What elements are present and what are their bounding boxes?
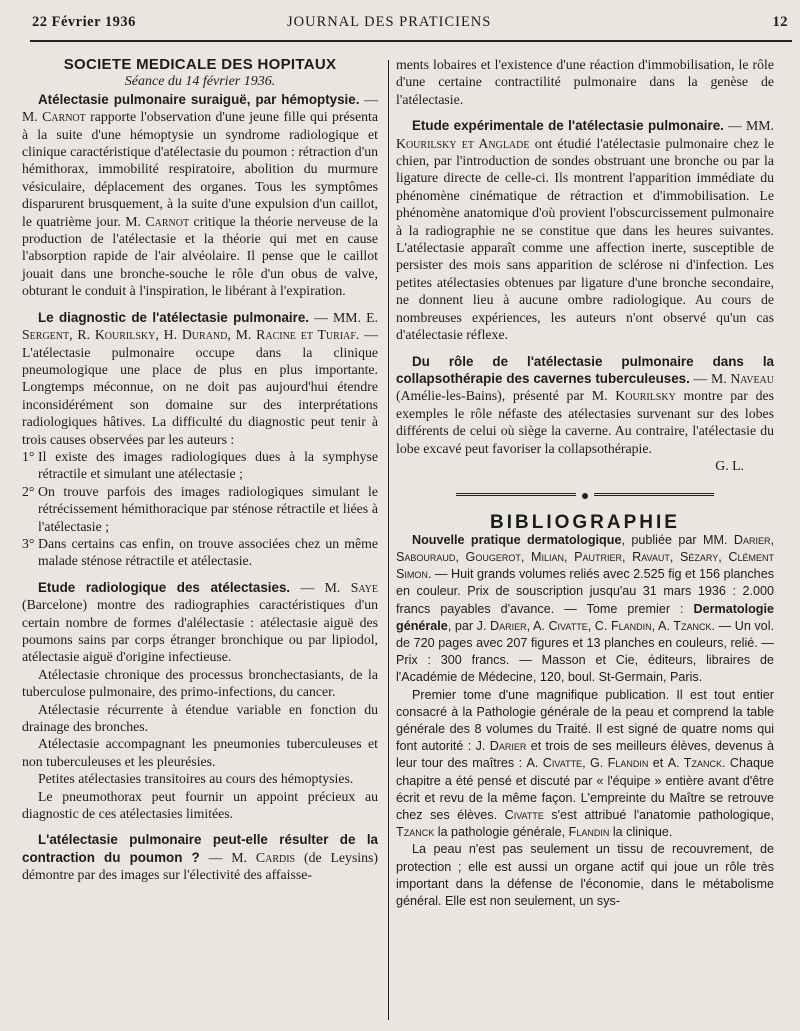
author: Kourilsky: [615, 388, 676, 404]
left-column: [22, 56, 378, 884]
article-text: montre par des exemples le rôle néfaste des atélectasies survenant sur des lobes différents de celui où siège la caverne. Au contraire, l'atélectasie du lobe excavé peut favoriser la collapsothérapie.: [396, 388, 774, 456]
article-text: critique la théorie nerveuse de la production de l'atélectasie et la théorie qui met en cause l'absorption rapide de l'air alvéolaire. Il pense que le caillot jouait dans une bronche-souche le rôle d'un obus de valve, obturant le conduit à l'inspiration, le libérant à l'expiration.: [22, 213, 378, 299]
book-authors: Darier, Sabouraud, Gougerot, Milian, Pautrier, Ravaut, Sézary, Clément Simon.: [396, 532, 774, 582]
bibliography-title: BIBLIOGRAPHIE: [490, 512, 680, 534]
authors: MM. Kourilsky et Anglade: [396, 118, 774, 151]
society-title: SOCIETE MEDICALE DES HOPITAUX: [63, 56, 337, 73]
page-number: 12: [772, 14, 788, 30]
article-title: L'atélectasie pulmonaire peut-elle résulter de la contraction du poumon ?: [22, 832, 378, 865]
issue-date: 22 Février 1936: [32, 14, 136, 30]
column-divider: [388, 60, 389, 1020]
journal-title: JOURNAL DES PRATICIENS: [287, 14, 492, 30]
article-text: (Barcelone) montre des radiographies caractéristiques d'un certain nombre de formes d'alélectasie : atélectasie aiguë des poumons sains par corps étranger bronchique ou par lipiodol, atélectasie aiguë d'origine infectieuse.: [22, 597, 378, 665]
article-title: Atélectasie pulmonaire suraiguë, par hémoptysie.: [38, 91, 360, 107]
bibliography: [396, 532, 774, 910]
right-column: [396, 56, 774, 910]
article-collapsotherapie: Du rôle de l'atélectasie pulmonaire dans la collapsothérapie des cavernes tuberculeuses. — M. Naveau (Amélie-les-Bains), présenté par M. Kourilsky montre par des exemples le rôle néfaste des atélectasies survenant sur des lobes différents de celui où siège la caverne. Au contraire, l'atélectasie du lobe excavé peut favoriser la collapsothérapie.: [396, 353, 774, 456]
article-radiologique: Etude radiologique des atélectasies. — M. Saye (Barcelone) montre des radiographies caractéristiques d'un certain nombre de formes d'alélectasie : atélectasie aiguë des poumons sains par corps étranger bronchique ou par lipiodol, atélectasie aiguë d'origine infectieuse.: [22, 579, 378, 665]
running-head: [32, 14, 788, 36]
article-text: rapporte l'observation d'une jeune fille qui présenta à la suite d'une hémoptysie un syndrome radiologique et clinique caractéristique d'atélectasie du poumon : rétraction d'un hémithorax, immobilité respiratoire, abolition du murmure vésiculaire, déplacement des organes. Tous les symptômes disparurent brusquement, à la suite d'une expulsion d'un caillot, le quatrième jour. M.: [22, 109, 378, 229]
review-paragraph: Premier tome d'une magnifique publication. Il est tout entier consacré à la Pathologie générale de la peau et comprend la table générale des 8 volumes du Traité. Il est signé de quatre noms qui font autorité : J. Darier et trois de ses meilleurs élèves, devenus à leur tour des maîtres : A. Civatte, G. Flandin et A. Tzanck. Chaque chapitre a été pensé et discuté par « l'équipe » entière avant d'être écrit et revu de la même façon. L'empreinte du Maître se retrouve chez ses élèves. Civatte s'est attribué l'anatomie pathologique, Tzanck la pathologie générale, Flandin la clinique.: [396, 687, 774, 840]
article-title: Etude radiologique des atélectasies.: [38, 579, 291, 595]
authors: MM. E. Sergent, R. Kourilsky, H. Durand, M. Racine et Turiaf.: [22, 309, 378, 343]
tome-authors: J. Darier, A. Civatte, C. Flandin, A. Tzanck.: [476, 618, 715, 633]
paragraph: Le pneumothorax peut fournir un appoint précieux au diagnostic de ces atélectasies limitées.: [22, 788, 378, 822]
article-diagnostic: Le diagnostic de l'atélectasie pulmonaire. — MM. E. Sergent, R. Kourilsky, H. Durand, M. Racine et Turiaf. — L'atélectasie pulmonaire occupe dans la clinique pneumologique une place de plus en plus importante. Longtemps méconnue, on ne doit pas aujourd'hui étendre inconsidérément son domaine sur des interprétations radiologiques hâtives. La difficulté du diagnostic peut tenir à trois causes observées par les auteurs :: [22, 309, 378, 447]
article-title: Etude expérimentale de l'atélectasie pulmonaire.: [412, 118, 724, 134]
article-title: Du rôle de l'atélectasie pulmonaire dans la collapsothérapie des cavernes tuberculeuses.: [396, 353, 774, 386]
article-cardis: L'atélectasie pulmonaire peut-elle résulter de la contraction du poumon ? — M. Cardis (de Leysins) démontre par des images sur l'électivité des affaisse-: [22, 832, 379, 883]
paragraph: Petites atélectasies transitoires au cours des hémoptysies.: [38, 771, 354, 787]
author: Carnot: [145, 213, 190, 229]
paragraph: Atélectasie chronique des processus bronchectasiants, de la tuberculose pulmonaire, des primo-infections, du cancer.: [22, 666, 378, 700]
article-text: (de Leysins) démontre par des images sur l'électivité des affaisse-: [22, 849, 379, 883]
signature: G. L.: [715, 457, 744, 473]
tome-title: Dermatologie générale: [396, 601, 774, 633]
author: Cardis: [255, 849, 296, 865]
paragraph: Atélectasie accompagnant les pneumonies tuberculeuses et non tuberculeuses et les pleurésies.: [22, 736, 378, 769]
article-title: Le diagnostic de l'atélectasie pulmonaire.: [38, 309, 310, 325]
list-item: 1° Il existe des images radiologiques dues à la symphyse rétractile et simulant une atélectasie ;: [22, 448, 378, 482]
header-rule: [30, 40, 792, 42]
article-carnot: Atélectasie pulmonaire suraiguë, par hémoptysie. — M. Carnot rapporte l'observation d'une jeune fille qui présenta à la suite d'une hémoptysie un syndrome radiologique et clinique caractéristique d'atélectasie du poumon : rétraction d'un hémithorax, immobilité respiratoire, abolition du murmure vésiculaire, déplacement des organes. Tous les symptômes disparurent brusquement, à la suite d'une expulsion d'un caillot, le quatrième jour. M. Carnot critique la théorie nerveuse de la production de l'atélectasie et la théorie qui met en cause l'absorption rapide de l'air alvéolaire. Il pense que le caillot jouait dans une bronche-souche le rôle d'un obus de valve, obturant le conduit à l'inspiration, le libérant à l'expiration.: [22, 91, 378, 299]
article-text: — L'atélectasie pulmonaire occupe dans la clinique pneumologique une place de plus en plus importante. Longtemps méconnue, on ne doit pas aujourd'hui étendre inconsidérément son domaine sur des interprétations radiologiques hâtives. La difficulté du diagnostic peut tenir à trois causes observées par les auteurs :: [22, 327, 378, 447]
article-text: (Amélie-les-Bains), présenté par M.: [396, 388, 616, 404]
causes-list: [22, 448, 378, 570]
author: Naveau: [730, 370, 774, 386]
book-title: Nouvelle pratique dermatologique: [412, 532, 622, 547]
review-paragraph: La peau n'est pas seulement un tissu de recouvrement, de protection ; elle est aussi un organe actif qui joue un rôle très important dans la défense de l'économie, dans le métabolisme général. Elle est non seulement, un sys-: [396, 842, 774, 909]
list-item: 3° Dans certains cas enfin, on trouve associées chez un même malade sténose rétractile et atélectasie.: [22, 535, 378, 569]
book-entry: Nouvelle pratique dermatologique, publiée par MM. Darier, Sabouraud, Gougerot, Milian, Pautrier, Ravaut, Sézary, Clément Simon. — Huit grands volumes reliés avec 2.525 fig et 156 planches en couleur. Prix de souscription jusqu'au 31 mars 1936 : 2.000 francs payables d'avance. — Tome premier : Dermatologie générale, par J. Darier, A. Civatte, C. Flandin, A. Tzanck. — Un vol. de 720 pages avec 207 figures et 13 planches en couleurs, relié. — Prix : 300 francs. — Masson et Cie, éditeurs, libraires de l'Académie de Médecine, 120, boul. St-Germain, Paris.: [396, 532, 774, 685]
article-text: ont étudié l'atélectasie pulmonaire chez le chien, par l'introduction de sondes obstruant une bronche ou par la ligature directe de celle-ci. Ils montrent l'apparition immédiate du phénomène cinématique de rétraction et d'immobilisation. Le phénomène anatomique d'où provient l'obscurcissement pulmonaire à la radiographie ne se constitue que dans les heures suivantes. L'atélectasie apparaît comme une affection inerte, susceptible de persister des mois sans apparition de sclérose ni d'infection. Les petites atélectasies obtenues par ligature d'une bronche secondaire, ne donnent lieu à aucune ombre radiologique. Au cours de nombreuses expériences, les auteurs n'ont observé qu'un cas d'atélectasie réflexe.: [396, 135, 774, 343]
article-experimentale: Etude expérimentale de l'atélectasie pulmonaire. — MM. Kourilsky et Anglade ont étudié l'atélectasie pulmonaire chez le chien, par l'introduction de sondes obstruant une bronche ou par la ligature directe de celle-ci. Ils montrent l'apparition immédiate du phénomène cinématique de rétraction et d'immobilisation. Le phénomène anatomique d'où provient l'obscurcissement pulmonaire à la radiographie ne se constitue que dans les heures suivantes. L'atélectasie apparaît comme une affection inerte, susceptible de persister des mois sans apparition de sclérose ni d'infection. Les petites atélectasies obtenues par ligature d'une bronche secondaire, ne donnent lieu à aucune ombre radiologique. Au cours de nombreuses expériences, les auteurs n'ont observé qu'un cas d'atélectasie réflexe.: [396, 118, 774, 343]
article-cardis-continued: ments lobaires et l'existence d'une réaction d'immobilisation, le rôle d'une certaine contractilité pulmonaire dans la genèse de l'atélectasie.: [396, 57, 774, 107]
seance-date: Séance du 14 février 1936.: [124, 74, 276, 90]
author: Saye: [350, 579, 378, 595]
section-ornament: [396, 490, 774, 502]
author: Carnot: [42, 109, 86, 125]
paragraph: Atélectasie récurrente à étendue variable en fonction du drainage des bronches.: [22, 701, 378, 735]
list-item: 2° On trouve parfois des images radiologiques simulant le rétrécissement hémithoracique par sténose rétractile et liées à l'atélectasie ;: [22, 483, 378, 534]
